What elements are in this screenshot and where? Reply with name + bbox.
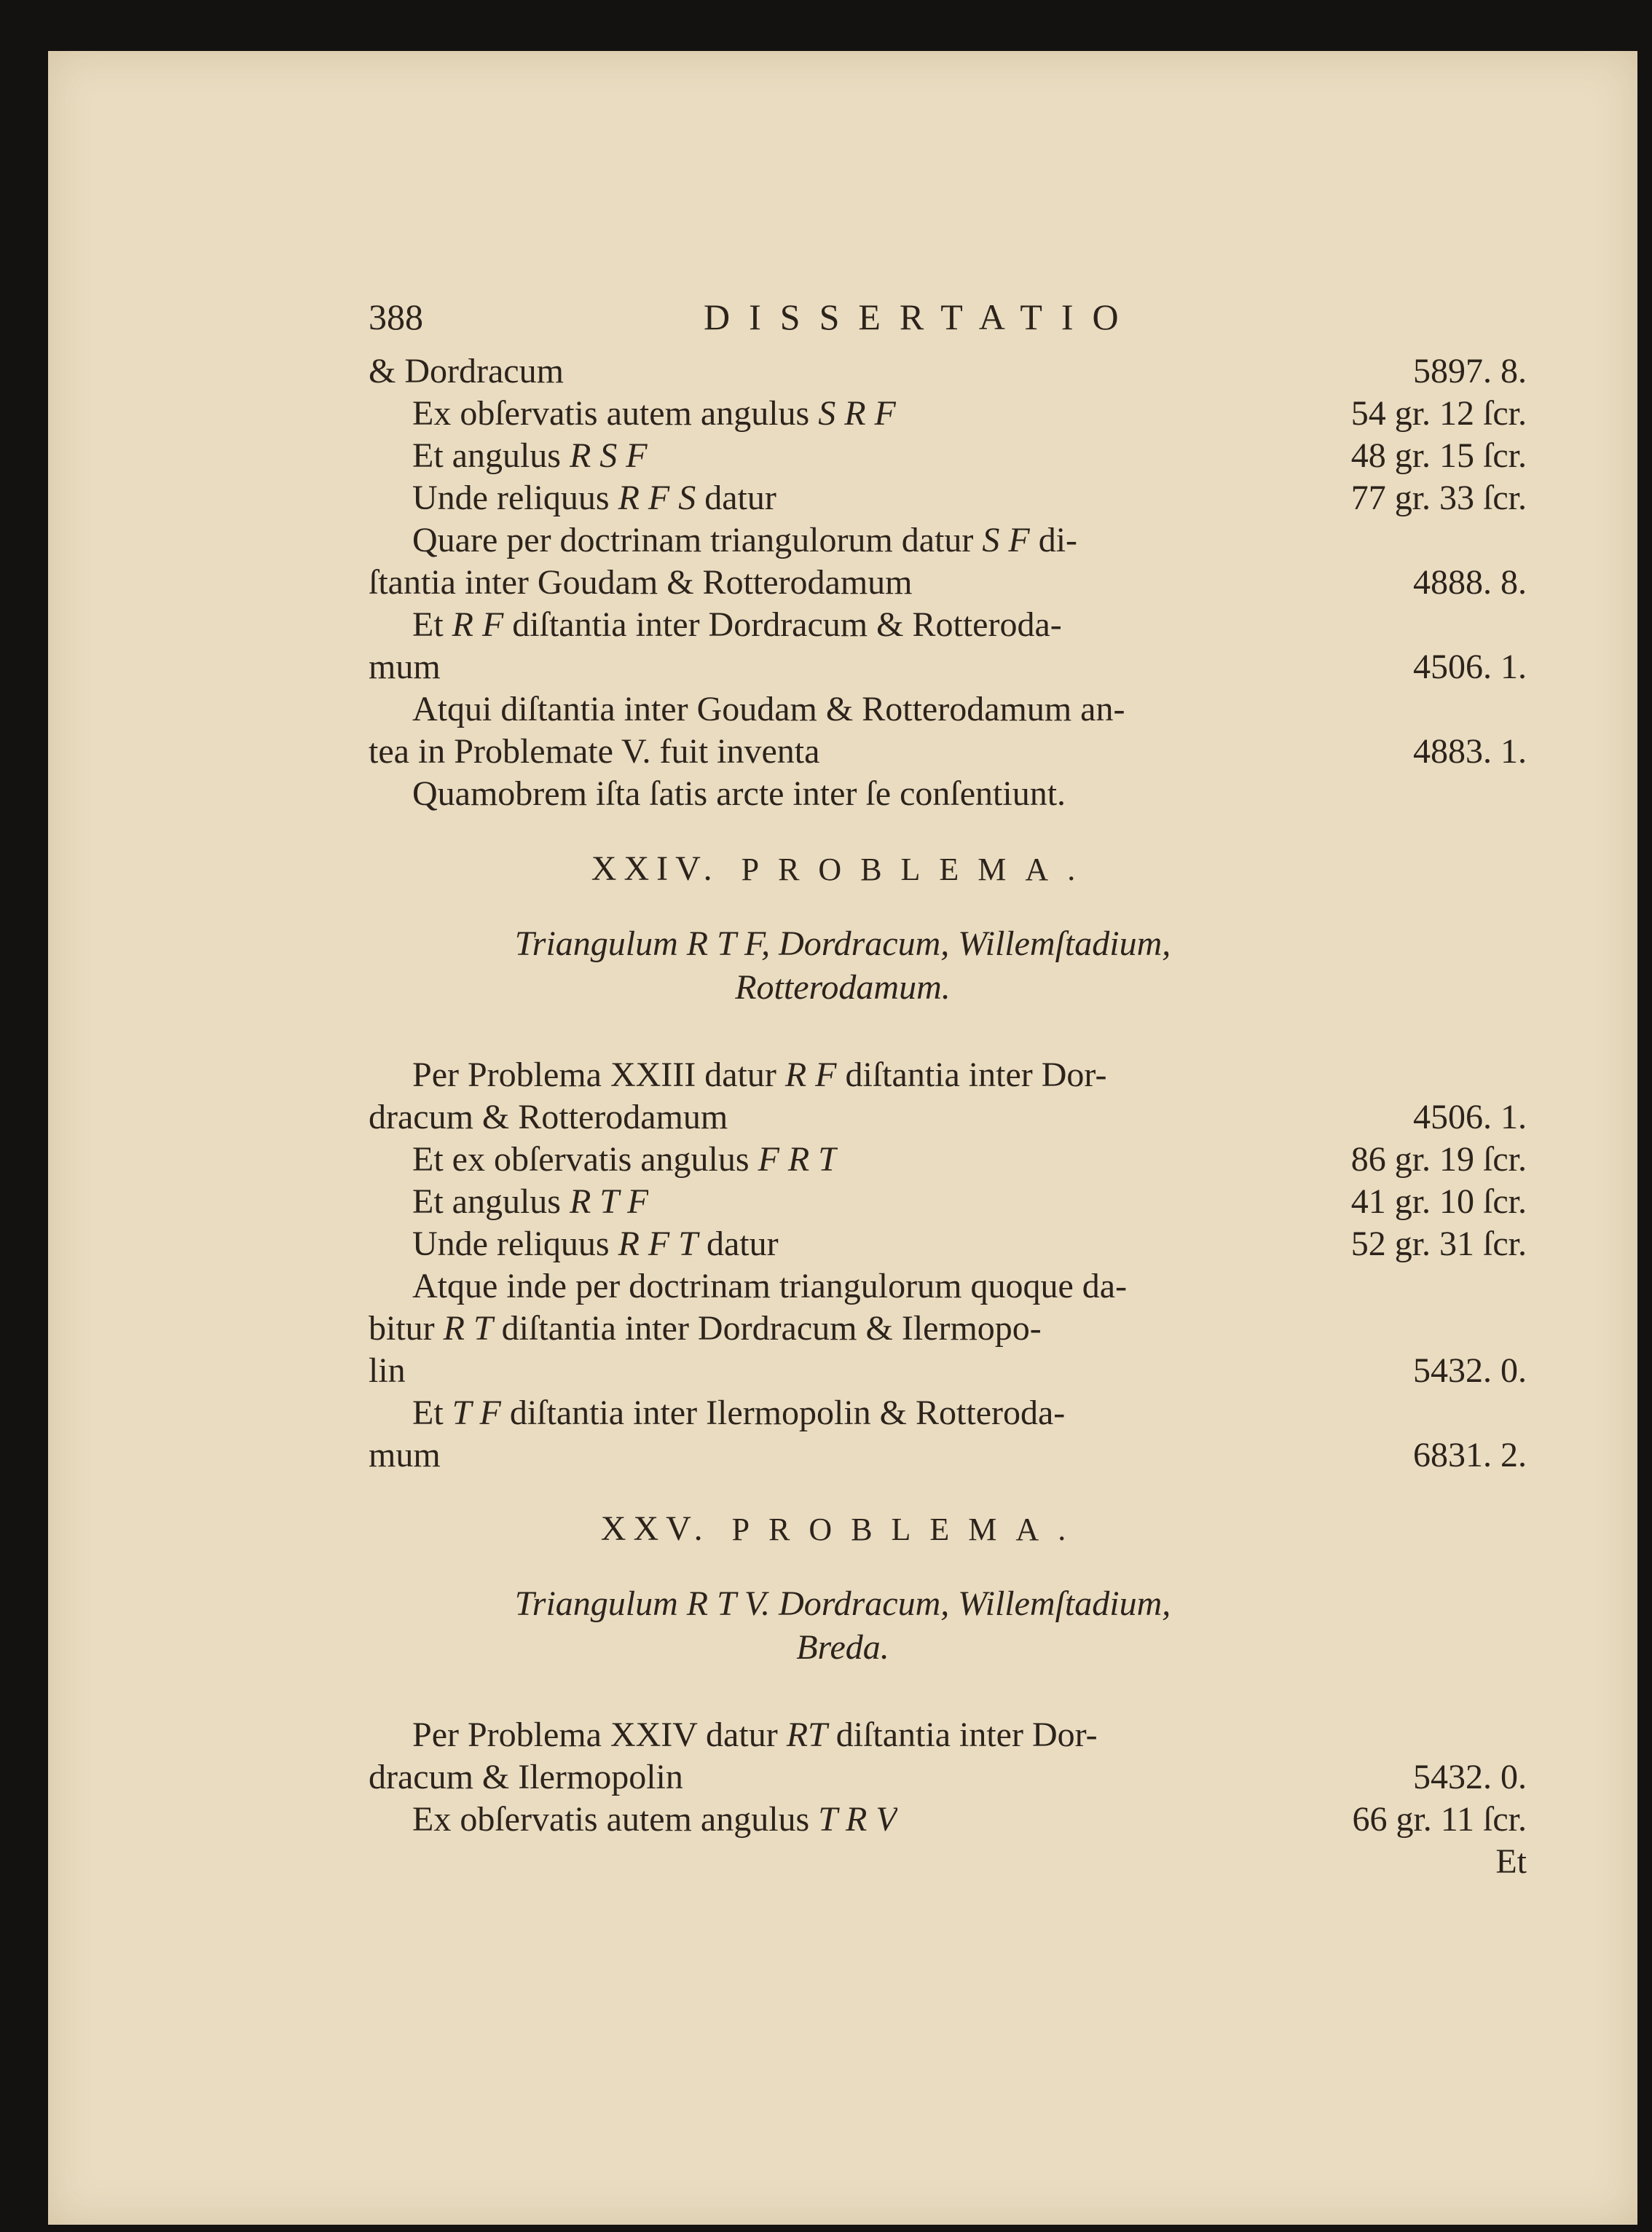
text-line: tea in Problemate V. fuit inventa	[369, 732, 820, 771]
value-cell: 41 gr. 10 ſcr.	[1350, 1182, 1527, 1221]
text-line: bitur R T diſtantia inter Dordracum & Ilermopo-	[369, 1309, 1042, 1348]
angle-label: R F	[784, 1056, 837, 1094]
value-cell: 4883. 1.	[1413, 732, 1527, 771]
text-line: Quare per doctrinam triangulorum datur S F di-	[412, 521, 1078, 559]
angle-label: F R T	[758, 1140, 838, 1179]
angle-label: S R F	[818, 394, 896, 433]
book-page	[48, 51, 1637, 2225]
angle-label: S F	[982, 521, 1030, 559]
value-cell: 52 gr. 31 ſcr.	[1350, 1225, 1527, 1263]
text-line: dracum & Ilermopolin	[369, 1758, 683, 1796]
text-line: Et T F diſtantia inter Ilermopolin & Rotteroda-	[412, 1394, 1066, 1432]
text-line: ſtantia inter Goudam & Rotterodamum	[369, 563, 913, 602]
value-cell: 5432. 0.	[1413, 1351, 1527, 1390]
running-title: DISSERTATIO	[704, 296, 1138, 337]
problem-heading: XXV. PROBLEMA.	[600, 1509, 1085, 1548]
value-cell: 77 gr. 33 ſcr.	[1350, 479, 1527, 517]
angle-label: T F	[452, 1394, 501, 1432]
value-cell: 54 gr. 12 ſcr.	[1350, 394, 1527, 433]
text-line: Et angulus R T F	[412, 1182, 649, 1221]
text-line: mum	[369, 1436, 441, 1474]
problem-subtitle: Triangulum R T F, Dordracum, Willemſtadium,	[514, 924, 1171, 963]
text-line: Et R F diſtantia inter Dordracum & Rotteroda-	[412, 605, 1062, 644]
text-line: Et angulus R S F	[412, 436, 648, 475]
catchword: Et	[1495, 1842, 1527, 1881]
value-cell: 5432. 0.	[1413, 1758, 1527, 1796]
angle-label: RT	[786, 1716, 827, 1754]
angle-label: T R V	[818, 1800, 897, 1839]
angle-label: R F	[452, 605, 504, 644]
angle-label: R F S	[618, 479, 696, 517]
text-line: Atque inde per doctrinam triangulorum quoque da-	[412, 1267, 1128, 1305]
value-cell: 66 gr. 11 ſcr.	[1352, 1800, 1527, 1839]
text-line: Ex obſervatis autem angulus S R F	[412, 394, 896, 433]
text-line: Unde reliquus R F T datur	[412, 1225, 779, 1263]
text-line: Et ex obſervatis angulus F R T	[412, 1140, 838, 1179]
value-cell: 6831. 2.	[1413, 1436, 1527, 1474]
angle-label: R S F	[569, 436, 648, 475]
value-cell: 4506. 1.	[1413, 1098, 1527, 1136]
problem-subtitle: Rotterodamum.	[735, 968, 951, 1007]
page-number: 388	[369, 296, 423, 337]
text-line: Per Problema XXIV datur RT diſtantia inter Dor-	[412, 1716, 1098, 1754]
value-cell: 4888. 8.	[1413, 563, 1527, 602]
text-line: dracum & Rotterodamum	[369, 1098, 728, 1136]
value-cell: 86 gr. 19 ſcr.	[1350, 1140, 1527, 1179]
angle-label: R T F	[569, 1182, 649, 1221]
text-line: Quamobrem iſta ſatis arcte inter ſe conſentiunt.	[412, 774, 1066, 813]
value-cell: 4506. 1.	[1413, 648, 1527, 686]
problem-heading: XXIV. PROBLEMA.	[591, 849, 1095, 888]
value-cell: 5897. 8.	[1413, 352, 1527, 390]
text-line: & Dordracum	[369, 352, 564, 390]
text-line: lin	[369, 1351, 406, 1390]
value-cell: 48 gr. 15 ſcr.	[1350, 436, 1527, 475]
text-line: Ex obſervatis autem angulus T R V	[412, 1800, 897, 1839]
text-line: mum	[369, 648, 441, 686]
problem-subtitle: Breda.	[796, 1628, 889, 1667]
text-line: Unde reliquus R F S datur	[412, 479, 776, 517]
text-line: Atqui diſtantia inter Goudam & Rotterodamum an-	[412, 690, 1125, 728]
problem-subtitle: Triangulum R T V. Dordracum, Willemſtadium,	[514, 1584, 1171, 1623]
angle-label: R T	[443, 1309, 493, 1348]
angle-label: R F T	[618, 1225, 698, 1263]
text-line: Per Problema XXIII datur R F diſtantia inter Dor-	[412, 1056, 1107, 1094]
